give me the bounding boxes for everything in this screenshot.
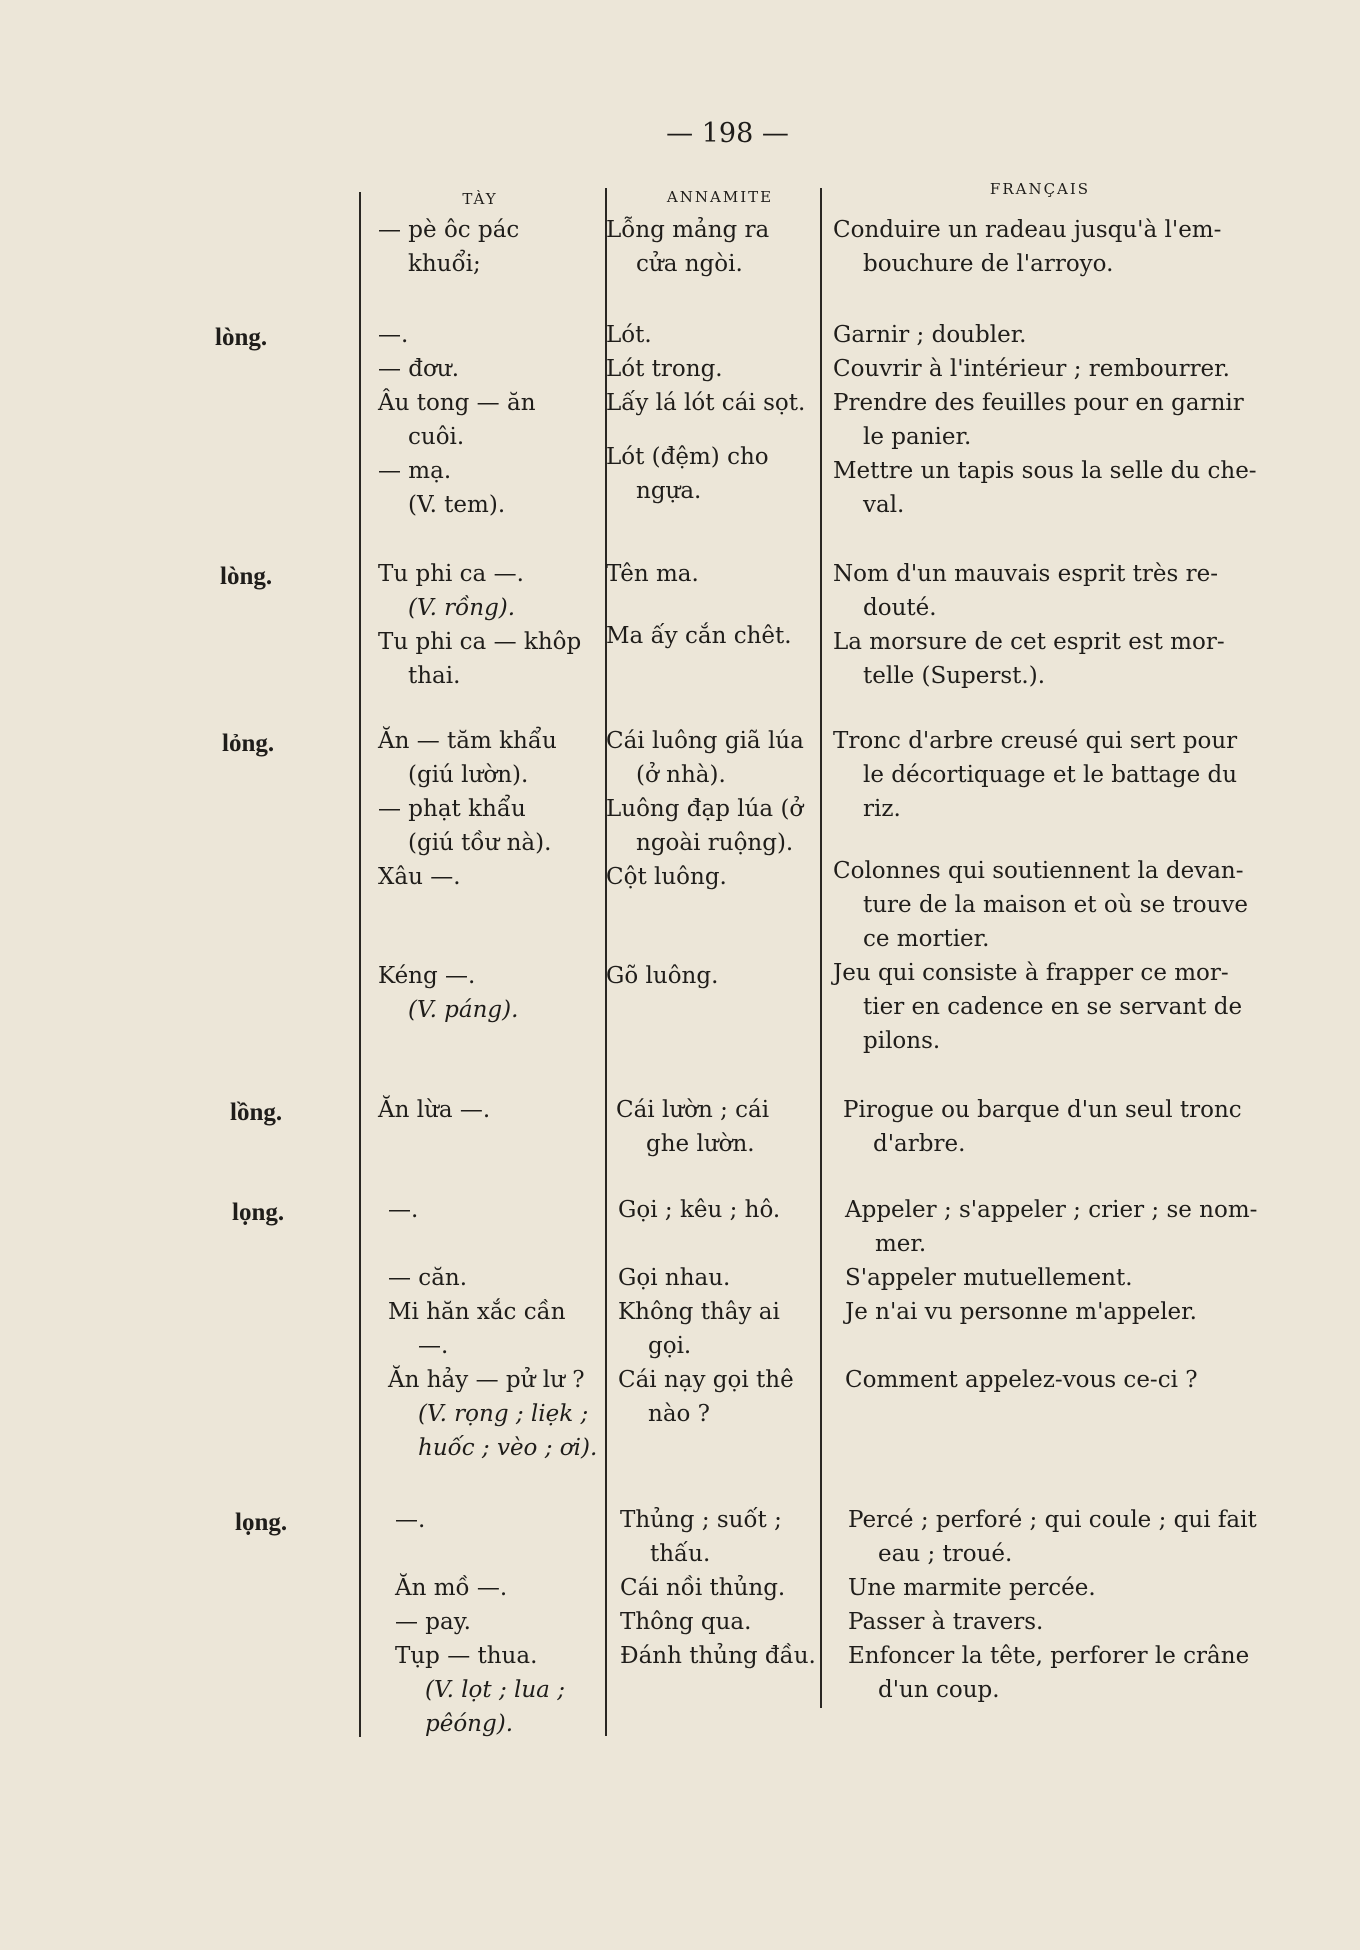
- francais-column: [843, 1093, 1273, 1161]
- annamite-line: Gọi nhau.: [618, 1265, 731, 1291]
- tay-line: Ăn hảy — pử lư ?: [388, 1367, 585, 1393]
- tay-line: (V. páng).: [408, 997, 519, 1023]
- tay-column: [395, 1503, 617, 1741]
- francais-line: Jeu qui consiste à frapper ce mor-: [833, 960, 1229, 986]
- tay-line: Tu phi ca — khôp: [378, 629, 582, 655]
- tay-line: khuổi;: [408, 251, 481, 277]
- annamite-line: Thủng ; suốt ;: [620, 1507, 782, 1533]
- francais-line: telle (Superst.).: [863, 663, 1046, 689]
- tay-line: Tu phi ca —.: [378, 561, 524, 587]
- tay-column: [378, 318, 600, 522]
- tay-line: huốc ; vèo ; ơi).: [418, 1435, 598, 1461]
- francais-line: Passer à travers.: [848, 1609, 1044, 1635]
- headword: lỏng.: [222, 730, 275, 757]
- francais-line: d'arbre.: [873, 1131, 966, 1157]
- francais-line: pilons.: [863, 1028, 941, 1054]
- francais-line: Percé ; perforé ; qui coule ; qui fait: [848, 1507, 1257, 1533]
- annamite-line: Lót trong.: [606, 356, 723, 382]
- tay-line: Mi hăn xắc cần: [388, 1299, 566, 1325]
- francais-column: [833, 557, 1263, 693]
- column-header-tay: TÀY: [462, 190, 498, 208]
- tay-line: — mạ.: [378, 458, 452, 484]
- headword: lòng.: [215, 324, 268, 351]
- tay-line: Xâu —.: [378, 864, 461, 890]
- annamite-column: [620, 1503, 832, 1673]
- tay-line: Kéng —.: [378, 963, 476, 989]
- annamite-line: Gõ luông.: [606, 963, 719, 989]
- annamite-line: Đánh thủng đầu.: [620, 1643, 816, 1669]
- tay-line: —.: [388, 1197, 419, 1223]
- tay-line: Ăn mồ —.: [395, 1575, 508, 1601]
- column-divider: [820, 188, 822, 1708]
- tay-line: (V. rồng).: [408, 595, 516, 621]
- headword: lòng.: [220, 563, 273, 590]
- annamite-line: thấu.: [650, 1541, 711, 1567]
- annamite-line: gọi.: [648, 1333, 692, 1359]
- annamite-line: Lót.: [606, 322, 652, 348]
- tay-line: — phạt khẩu: [378, 796, 526, 822]
- tay-line: Tụp — thua.: [395, 1643, 538, 1669]
- francais-line: Enfoncer la tête, perforer le crâne: [848, 1643, 1250, 1669]
- francais-line: Je n'ai vu personne m'appeler.: [845, 1299, 1197, 1325]
- francais-line: La morsure de cet esprit est mor-: [833, 629, 1225, 655]
- francais-line: S'appeler mutuellement.: [845, 1265, 1133, 1291]
- tay-column: [388, 1193, 610, 1465]
- annamite-line: Cái luông giã lúa: [606, 728, 804, 754]
- annamite-line: ngoài ruộng).: [636, 830, 794, 856]
- francais-line: Tronc d'arbre creusé qui sert pour: [833, 728, 1238, 754]
- annamite-column: [606, 724, 818, 993]
- tay-line: (giú lườn).: [408, 762, 529, 788]
- tay-line: cuôi.: [408, 424, 465, 450]
- annamite-line: Cái nồi thủng.: [620, 1575, 786, 1601]
- annamite-line: ghe lườn.: [646, 1131, 755, 1157]
- francais-line: tier en cadence en se servant de: [863, 994, 1243, 1020]
- tay-line: — căn.: [388, 1265, 468, 1291]
- annamite-column: [606, 557, 818, 653]
- francais-line: Appeler ; s'appeler ; crier ; se nom-: [845, 1197, 1258, 1223]
- tay-line: (V. rọng ; liẹk ;: [418, 1401, 589, 1427]
- francais-line: douté.: [863, 595, 937, 621]
- francais-line: eau ; troué.: [878, 1541, 1013, 1567]
- francais-line: bouchure de l'arroyo.: [863, 251, 1114, 277]
- annamite-column: [606, 213, 818, 281]
- tay-line: — pay.: [395, 1609, 471, 1635]
- francais-line: ture de la maison et où se trouve: [863, 892, 1249, 918]
- headword: lọng.: [232, 1199, 285, 1226]
- annamite-line: nào ?: [648, 1401, 711, 1427]
- francais-line: Mettre un tapis sous la selle du che-: [833, 458, 1257, 484]
- headword: lồng.: [230, 1099, 283, 1126]
- tay-line: — đơư.: [378, 356, 460, 382]
- headword: lọng.: [235, 1509, 288, 1536]
- francais-line: d'un coup.: [878, 1677, 1000, 1703]
- tay-column: [378, 1093, 600, 1127]
- tay-line: —.: [395, 1507, 426, 1533]
- annamite-line: (ở nhà).: [636, 762, 726, 788]
- francais-line: Garnir ; doubler.: [833, 322, 1027, 348]
- annamite-line: Thông qua.: [620, 1609, 752, 1635]
- tay-line: (V. tem).: [408, 492, 506, 518]
- annamite-line: Cái nạy gọi thê: [618, 1367, 794, 1393]
- francais-line: Une marmite percée.: [848, 1575, 1096, 1601]
- francais-line: le décortiquage et le battage du: [863, 762, 1238, 788]
- column-header-francais: FRANÇAIS: [989, 180, 1091, 198]
- column-divider: [359, 192, 361, 1737]
- francais-line: Prendre des feuilles pour en garnir: [833, 390, 1244, 416]
- tay-line: —.: [378, 322, 409, 348]
- annamite-line: ngựa.: [636, 478, 702, 504]
- annamite-line: Luông đạp lúa (ở: [606, 796, 804, 822]
- tay-line: (V. lọt ; lua ;: [425, 1677, 565, 1703]
- annamite-line: Ma ấy cắn chêt.: [606, 623, 792, 649]
- annamite-line: Cái lườn ; cái: [616, 1097, 770, 1123]
- tay-column: [378, 724, 600, 1027]
- tay-line: Ăn — tăm khẩu: [378, 728, 557, 754]
- annamite-column: [606, 318, 818, 508]
- annamite-line: Tên ma.: [606, 561, 699, 587]
- annamite-line: cửa ngòi.: [636, 251, 743, 277]
- annamite-line: Cột luông.: [606, 864, 727, 890]
- annamite-line: Không thây ai: [618, 1299, 780, 1325]
- francais-column: [833, 318, 1263, 522]
- francais-column: [833, 724, 1263, 1058]
- annamite-line: Lót (đệm) cho: [606, 444, 769, 470]
- annamite-column: [616, 1093, 828, 1161]
- francais-line: Couvrir à l'intérieur ; rembourrer.: [833, 356, 1230, 382]
- tay-line: pêóng).: [425, 1711, 514, 1737]
- tay-line: Ăn lừa —.: [378, 1097, 491, 1123]
- annamite-line: Gọi ; kêu ; hô.: [618, 1197, 781, 1223]
- page-number: — 198 —: [666, 118, 789, 149]
- francais-line: ce mortier.: [863, 926, 990, 952]
- francais-line: riz.: [863, 796, 901, 822]
- tay-line: (giú tồư nà).: [408, 830, 552, 856]
- tay-column: [378, 557, 600, 693]
- francais-column: [833, 213, 1263, 281]
- tay-line: thai.: [408, 663, 461, 689]
- tay-line: — pè ôc pác: [378, 217, 520, 243]
- francais-line: Pirogue ou barque d'un seul tronc: [843, 1097, 1242, 1123]
- francais-line: Conduire un radeau jusqu'à l'em-: [833, 217, 1222, 243]
- francais-line: Comment appelez-vous ce-ci ?: [845, 1367, 1198, 1393]
- annamite-line: Lỗng mảng ra: [606, 217, 770, 243]
- annamite-line: Lấy lá lót cái sọt.: [606, 390, 806, 416]
- francais-line: Nom d'un mauvais esprit très re-: [833, 561, 1218, 587]
- francais-line: mer.: [875, 1231, 927, 1257]
- francais-line: Colonnes qui soutiennent la devan-: [833, 858, 1244, 884]
- annamite-column: [618, 1193, 830, 1431]
- tay-line: —.: [418, 1333, 449, 1359]
- francais-column: [845, 1193, 1275, 1397]
- francais-line: le panier.: [863, 424, 972, 450]
- tay-line: Âu tong — ăn: [378, 390, 536, 416]
- francais-line: val.: [863, 492, 905, 518]
- francais-column: [848, 1503, 1278, 1707]
- column-header-annamite: ANNAMITE: [666, 188, 774, 206]
- tay-column: [378, 213, 600, 281]
